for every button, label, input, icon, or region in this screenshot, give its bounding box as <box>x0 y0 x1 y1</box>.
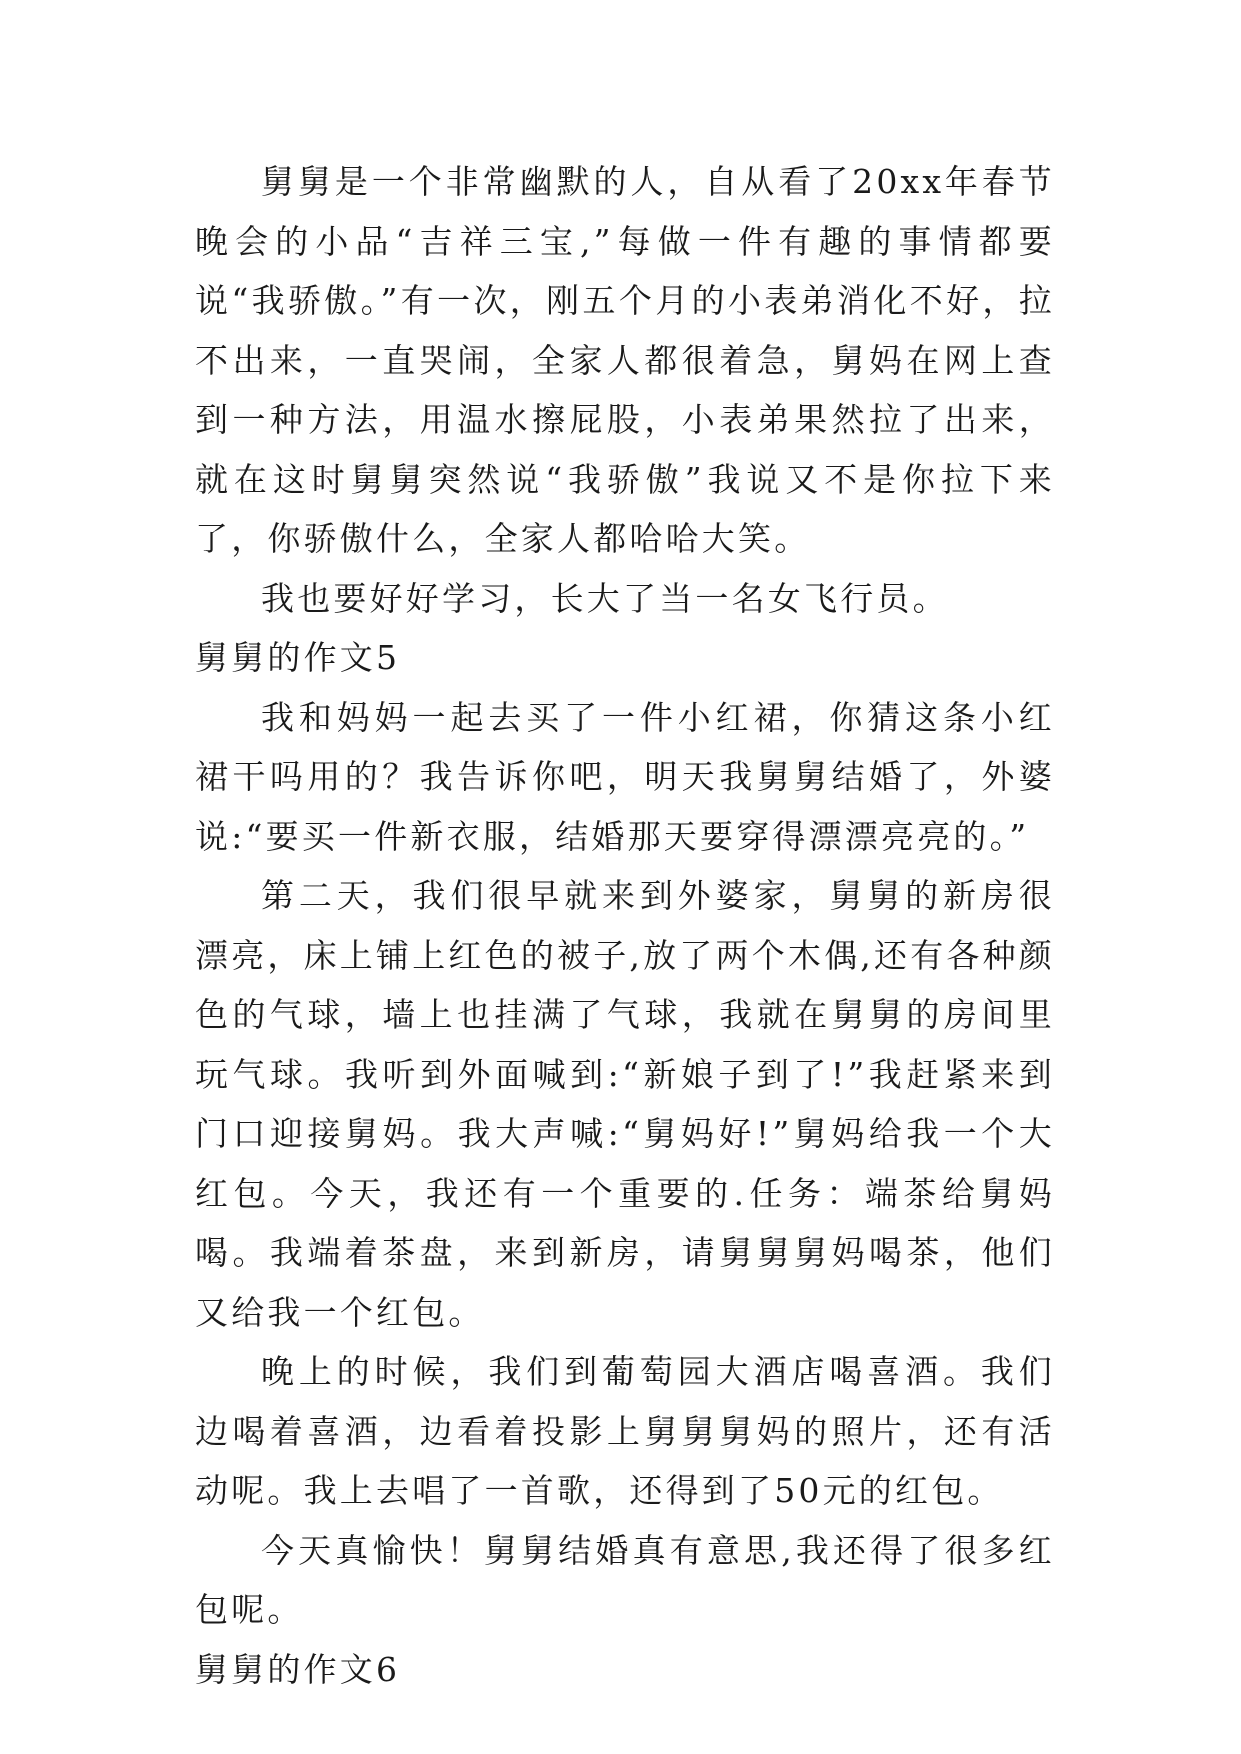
paragraph: 我也要好好学习，长大了当一名女飞行员。 <box>261 578 949 618</box>
paragraph: 晚上的时候，我们到葡萄园大酒店喝喜酒。我们边喝着喜酒，边看着投影上舅舅舅妈的照片，还有活动呢。我上去唱了一首歌，还得到了50元的红包。 <box>195 1352 1055 1510</box>
paragraph: 第二天，我们很早就来到外婆家，舅舅的新房很漂亮，床上铺上红色的被子,放了两个木偶,还有各种颜色的气球，墙上也挂满了气球，我就在舅舅的房间里玩气球。我听到外面喊到:“新娘子到了!”我赶紧来到门口迎接舅妈。我大声喊:“舅妈好!”舅妈给我一个大红包。今天，我还有一个重要的.任务：端茶给舅妈喝。我端着茶盘，来到新房，请舅舅舅妈喝茶，他们又给我一个红包。 <box>195 876 1055 1332</box>
paragraph: 今天真愉快！舅舅结婚真有意思,我还得了很多红包呢。 <box>195 1530 1055 1629</box>
paragraph: 舅舅是一个非常幽默的人，自从看了20xx年春节晚会的小品“吉祥三宝,”每做一件有趣的事情都要说“我骄傲。”有一次，刚五个月的小表弟消化不好，拉不出来，一直哭闹，全家人都很着急，舅妈在网上查到一种方法，用温水擦屁股，小表弟果然拉了出来，就在这时舅舅突然说“我骄傲”我说又不是你拉下来了，你骄傲什么，全家人都哈哈大笑。 <box>195 162 1055 558</box>
paragraph: 我和妈妈一起去买了一件小红裙，你猜这条小红裙干吗用的？我告诉你吧，明天我舅舅结婚了，外婆说:“要买一件新衣服，结婚那天要穿得漂漂亮亮的。” <box>195 697 1055 856</box>
section-heading: 舅舅的作文5 <box>195 638 401 677</box>
section-heading: 舅舅的作文6 <box>195 1649 401 1689</box>
document-body <box>195 152 1055 1699</box>
